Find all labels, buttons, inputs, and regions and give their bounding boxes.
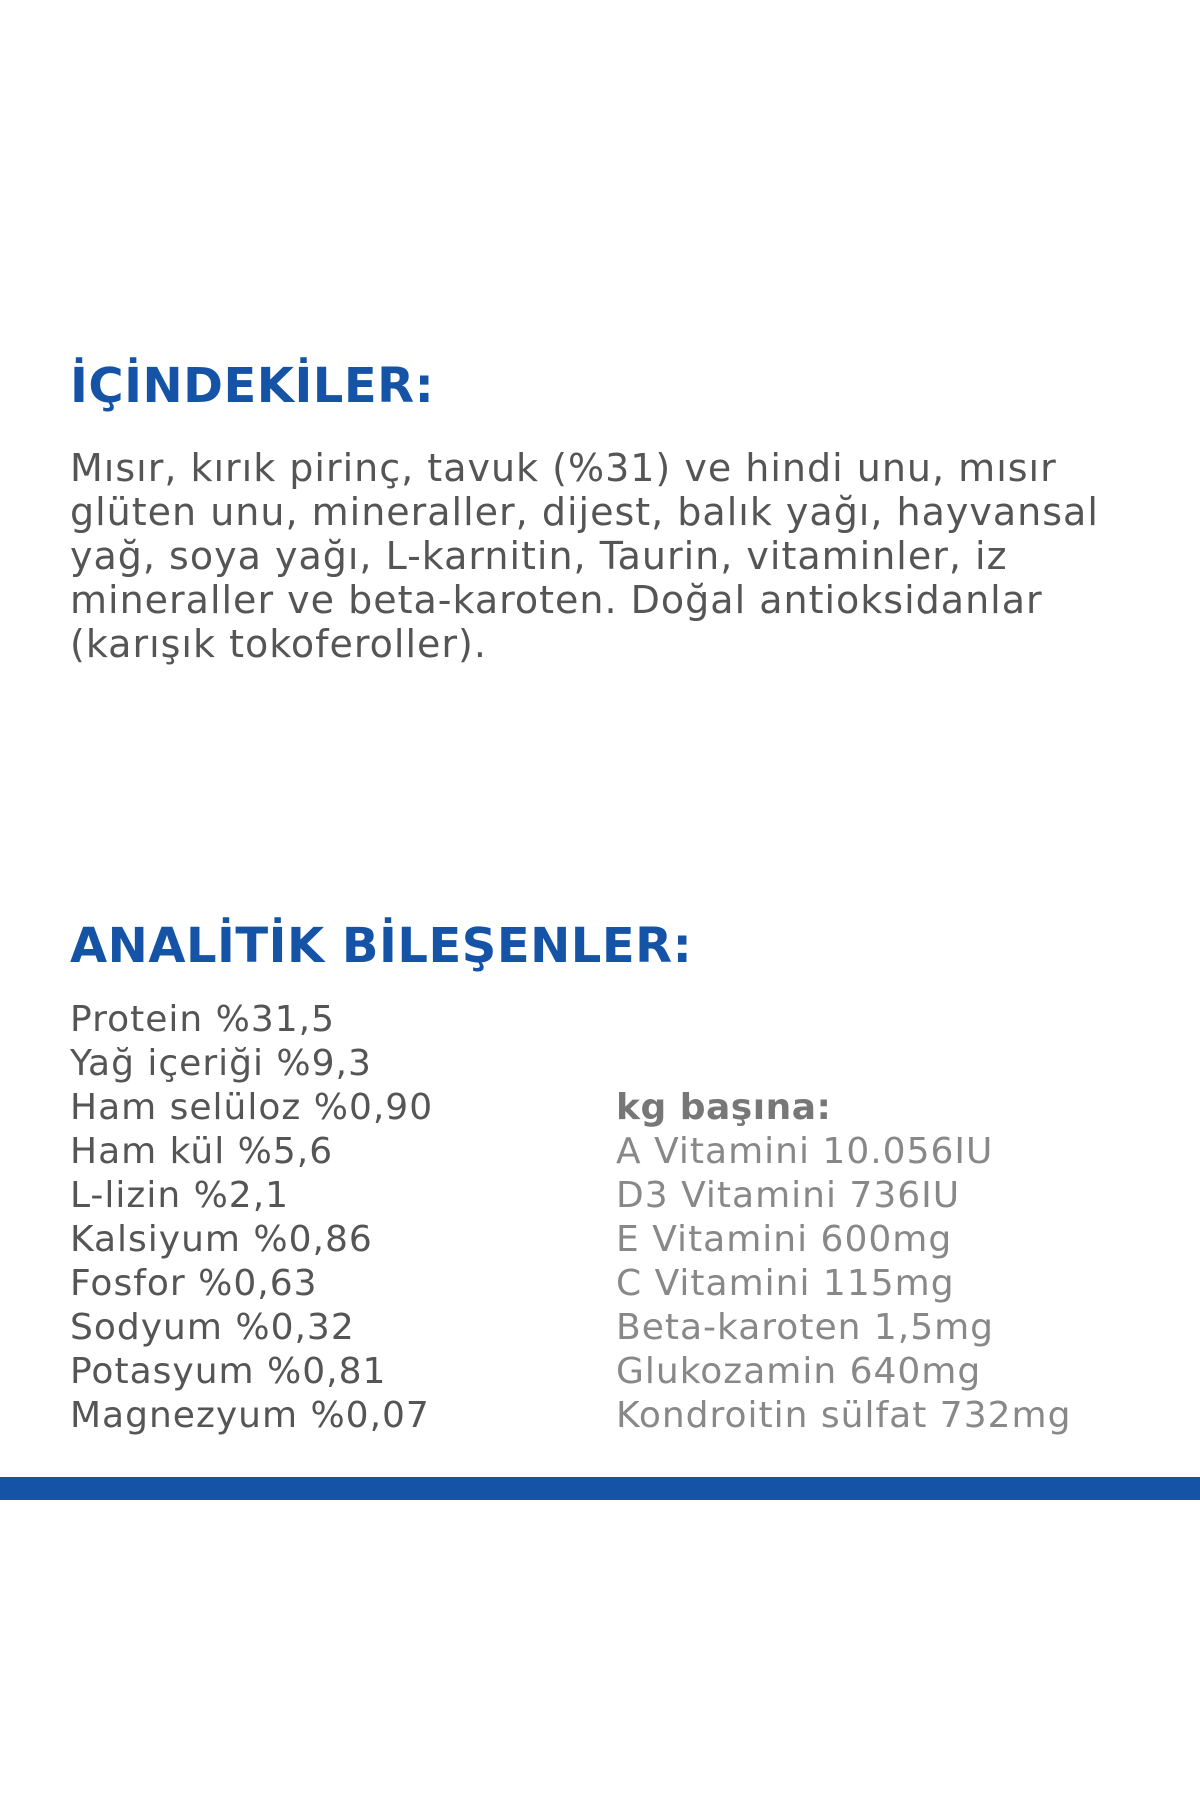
vitamin-item: Glukozamin 640mg [616, 1351, 982, 1392]
analytic-item: Sodyum %0,32 [70, 1307, 355, 1348]
analytic-item: Protein %31,5 [70, 999, 335, 1040]
vitamin-item: D3 Vitamini 736IU [616, 1175, 961, 1216]
analytic-components-list [70, 998, 433, 1438]
blue-divider-bar [0, 1477, 1200, 1500]
ingredients-text [70, 446, 1150, 666]
ingredients-line: (karışık tokoferoller). [70, 622, 487, 666]
analytic-item: Ham kül %5,6 [70, 1131, 334, 1172]
vitamin-item: C Vitamini 115mg [616, 1263, 955, 1304]
analytic-item: Magnezyum %0,07 [70, 1395, 430, 1436]
ingredients-line: yağ, soya yağı, L-karnitin, Taurin, vitaminler, iz [70, 534, 1008, 578]
vitamin-item: A Vitamini 10.056IU [616, 1131, 994, 1172]
analytic-item: Yağ içeriği %9,3 [70, 1043, 372, 1084]
analytic-item: Potasyum %0,81 [70, 1351, 387, 1392]
analytic-item: Kalsiyum %0,86 [70, 1219, 373, 1260]
analytic-components-heading: ANALİTİK BİLEŞENLER: [70, 918, 693, 974]
vitamin-item: Kondroitin sülfat 732mg [616, 1395, 1072, 1436]
ingredients-heading: İÇİNDEKİLER: [70, 358, 435, 414]
analytic-item: L-lizin %2,1 [70, 1175, 290, 1216]
ingredients-line: Mısır, kırık pirinç, tavuk (%31) ve hindi unu, mısır [70, 446, 1057, 490]
per-kg-title: kg başına: [616, 1087, 832, 1128]
analytic-item: Ham selüloz %0,90 [70, 1087, 434, 1128]
analytic-item: Fosfor %0,63 [70, 1263, 318, 1304]
ingredients-line: mineraller ve beta-karoten. Doğal antioksidanlar [70, 578, 1043, 622]
per-kg-list [616, 1130, 1071, 1438]
vitamin-item: Beta-karoten 1,5mg [616, 1307, 995, 1348]
ingredients-line: glüten unu, mineraller, dijest, balık yağı, hayvansal [70, 490, 1099, 534]
vitamin-item: E Vitamini 600mg [616, 1219, 953, 1260]
